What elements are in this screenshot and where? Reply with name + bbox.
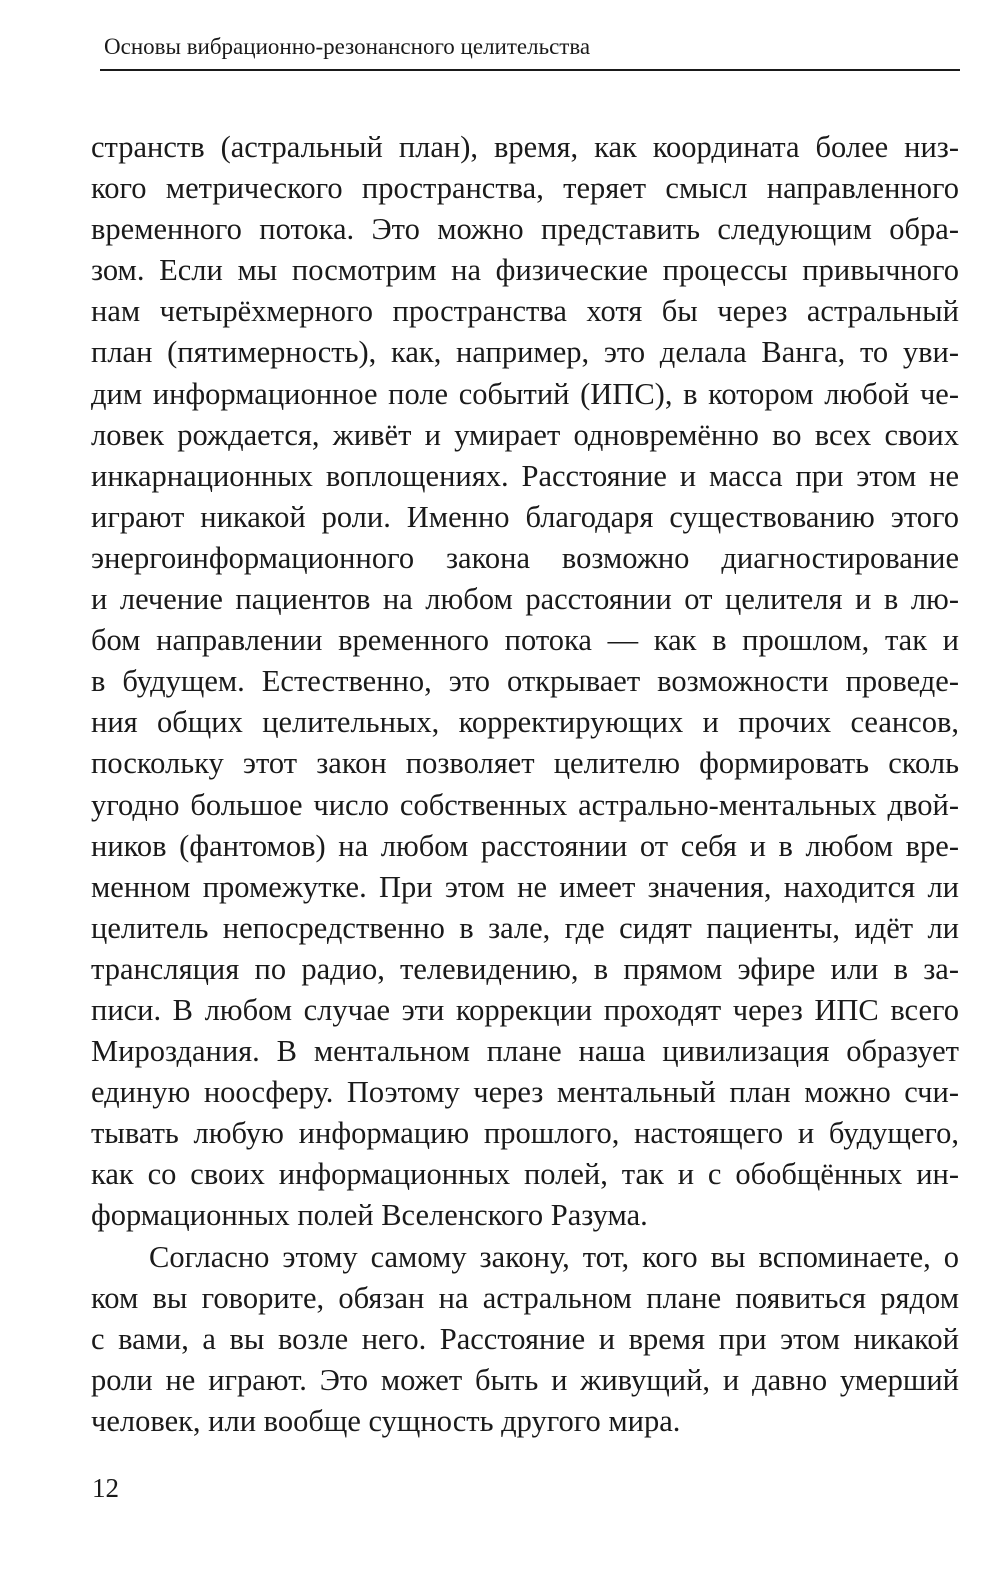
text-line: роли не играют. Это может быть и живущий, и давно умерший [91, 1362, 959, 1397]
text-line: целитель непосредственно в зале, где сидят пациенты, идёт ли [91, 910, 959, 945]
text-line: Согласно этому самому закону, тот, кого вы вспоминаете, о [149, 1239, 959, 1274]
text-line: писи. В любом случае эти коррекции проходят через ИПС всего [91, 992, 959, 1027]
text-line: ния общих целительных, корректирующих и прочих сеансов, [91, 705, 959, 740]
text-line: человек, или вообще сущность другого мира. [91, 1403, 681, 1438]
running-title: Основы вибрационно-резонансного целительства [104, 34, 591, 59]
text-line: странств (астральный план), время, как координата более низ- [91, 130, 959, 164]
text-line: тывать любую информацию прошлого, настоящего и будущего, [91, 1116, 959, 1151]
text-line: с вами, а вы возле него. Расстояние и время при этом никакой [91, 1321, 959, 1356]
text-line: единую ноосферу. Поэтому через ментальный план можно счи- [91, 1075, 959, 1110]
text-line: энергоинформационного закона возможно диагностирование [91, 540, 959, 575]
body-text [91, 127, 959, 1442]
text-line: ловек рождается, живёт и умирает одновремённо во всех своих [91, 417, 959, 452]
text-line: нам четырёхмерного пространства хотя бы через астральный [91, 294, 959, 329]
text-line: ников (фантомов) на любом расстоянии от себя и в любом вре- [91, 828, 959, 863]
paragraph-1 [91, 127, 959, 1237]
text-line: зом. Если мы посмотрим на физические процессы привычного [91, 253, 959, 288]
text-line: кого метрического пространства, теряет смысл направленного [91, 171, 959, 206]
text-line: временного потока. Это можно представить следующим обра- [91, 212, 959, 247]
page-header [100, 32, 960, 72]
text-line: в будущем. Естественно, это открывает возможности проведе- [91, 664, 959, 699]
text-line: менном промежутке. При этом не имеет значения, находится ли [91, 869, 959, 904]
text-line: поскольку этот закон позволяет целителю формировать сколь [91, 746, 959, 781]
text-line: инкарнационных воплощениях. Расстояние и масса при этом не [91, 458, 959, 493]
text-line: Мироздания. В ментальном плане наша цивилизация образует [91, 1034, 959, 1069]
text-line: план (пятимерность), как, например, это делала Ванга, то уви- [91, 335, 959, 370]
text-line: ком вы говорите, обязан на астральном плане появиться рядом [91, 1280, 959, 1315]
paragraph-2 [91, 1237, 959, 1442]
page-number: 12 [92, 1473, 119, 1503]
header-rule [100, 69, 960, 71]
text-line: как со своих информационных полей, так и с обобщённых ин- [91, 1157, 959, 1192]
text-line: угодно большое число собственных астрально-ментальных двой- [91, 787, 959, 822]
text-line: и лечение пациентов на любом расстоянии от целителя и в лю- [91, 582, 959, 617]
text-line: бом направлении временного потока — как в прошлом, так и [91, 623, 959, 658]
text-line: играют никакой роли. Именно благодаря существованию этого [91, 499, 959, 534]
text-line: формационных полей Вселенского Разума. [91, 1198, 648, 1233]
text-line: дим информационное поле событий (ИПС), в котором любой че- [91, 376, 959, 411]
text-line: трансляция по радио, телевидению, в прямом эфире или в за- [91, 951, 959, 986]
